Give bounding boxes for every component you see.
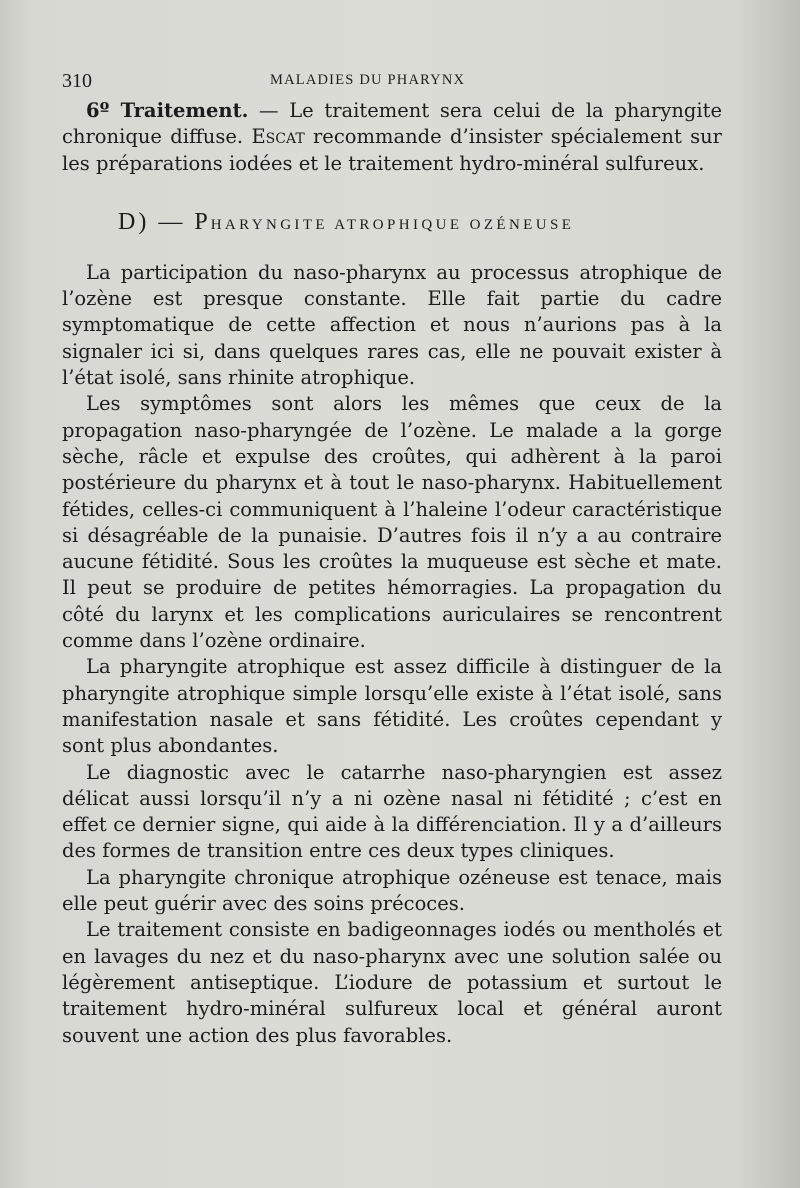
treatment-text-before: — Le traitement sera celui de la pharyngite chronique diffuse. [62, 99, 722, 149]
paragraph: La pharyngite atrophique est assez difficile à distinguer de la pharyngite atrophique simple lorsqu’elle existe à l’état isolé, sans manifestation nasale et sans fétidité. Les croûtes cependant y sont plus abondantes. [62, 655, 722, 758]
paragraph: La pharyngite chronique atrophique ozéneuse est tenace, mais elle peut guérir avec des soins précoces. [62, 865, 722, 916]
page-header [62, 66, 722, 96]
section-title [118, 209, 722, 236]
paragraph: La participation du naso-pharynx au processus atrophique de l’ozène est presque constante. Elle fait partie du cadre symptomatique de cette affection et nous n’aurions pas à la signaler ici si, dans quelques rares cas, elle ne pouvait exister à l’état isolé, sans rhinite atrophique. [62, 260, 722, 390]
paragraph: Le traitement consiste en badigeonnages iodés ou mentholés et en lavages du nez et du naso-pharynx avec une solution salée ou légèrement antiseptique. L’iodure de potassium et surtout le traitement hydro-minéral sulfureux local et général auront souvent une action des plus favorables. [62, 918, 722, 1047]
section-prefix: D) — [118, 208, 195, 235]
section-title-rest: HARYNGITE ATROPHIQUE OZÉNEUSE [210, 216, 575, 233]
treatment-text-after: recommande d’insister spécialement sur les préparations iodées et le traitement hydro-minéral sulfureux. [62, 125, 722, 175]
treatment-label: 6º Traitement. [86, 99, 249, 122]
treatment-paragraph [62, 98, 722, 177]
book-page [62, 66, 722, 1049]
running-title: MALADIES DU PHARYNX [270, 72, 466, 88]
section-initial: P [194, 208, 211, 235]
paragraph: Le diagnostic avec le catarrhe naso-pharyngien est assez délicat aussi lorsqu’il n’y a ni ozène nasal ni fétidité ; c’est en effet ce dernier signe, qui aide à la différenciation. Il y a d’ailleurs des formes de transition entre ces deux types cliniques. [62, 760, 722, 863]
paragraph: Les symptômes sont alors les mêmes que ceux de la propagation naso-pharyngée de l’ozène. Le malade a la gorge sèche, râcle et expulse des croûtes, qui adhèrent à la paroi postérieure du pharynx et à tout le naso-pharynx. Habituellement fétides, celles-ci communiquent à l’haleine l’odeur caractéristique si désagréable de la punaisie. D’autres fois il n’y a au contraire aucune fétidité. Sous les croûtes la muqueuse est sèche et mate. Il peut se produire de petites hémorragies. La propagation du côté du larynx et les complications auriculaires se rencontrent comme dans l’ozène ordinaire. [62, 392, 722, 653]
page-number: 310 [62, 70, 92, 92]
author-name: Escat [251, 125, 305, 149]
